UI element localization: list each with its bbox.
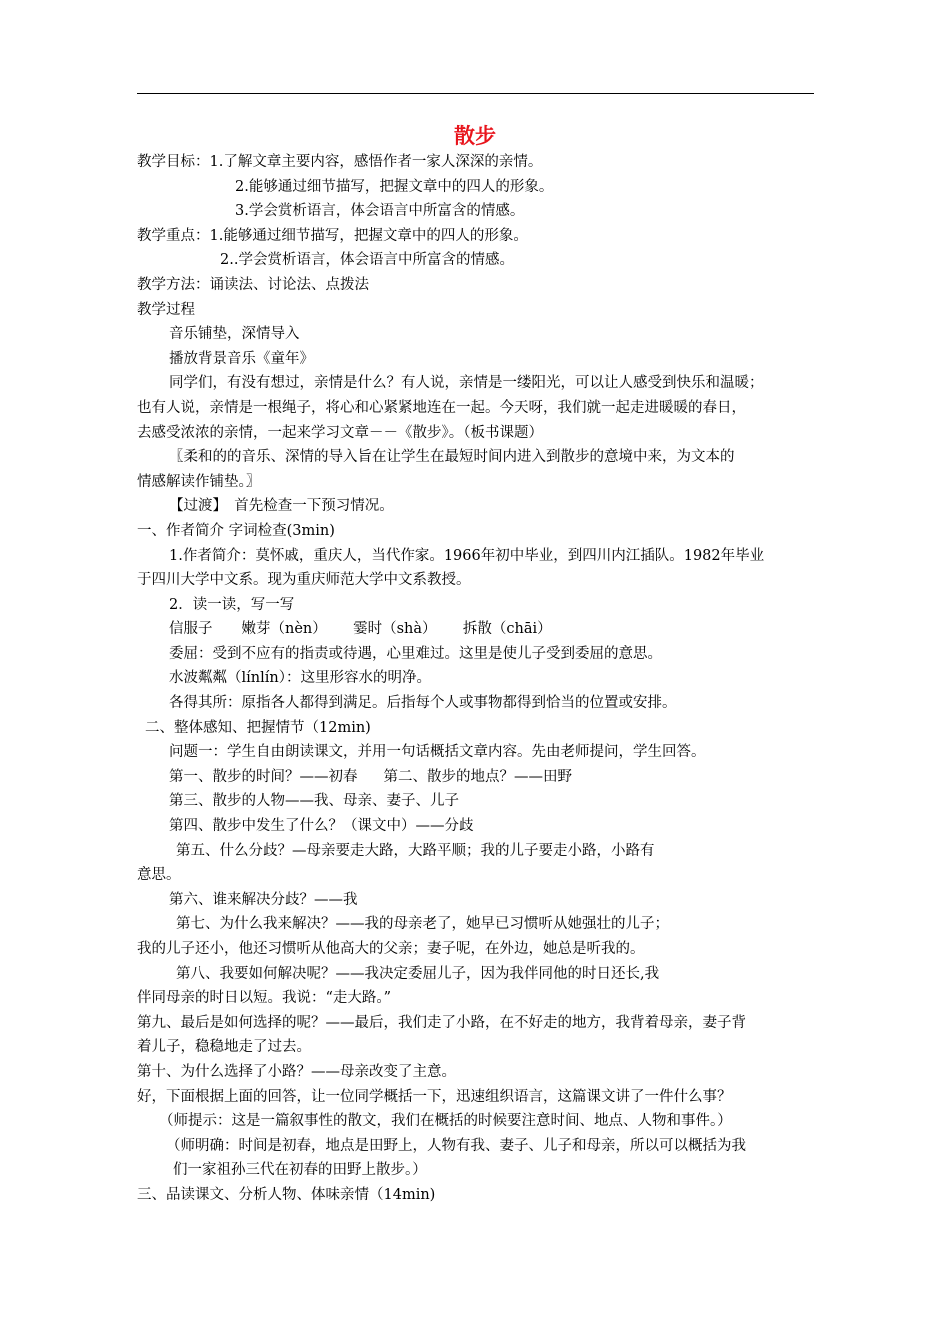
intro-paragraph-line: 也有人说，亲情是一根绳子，将心和心紧紧地连在一起。今天呀，我们就一起走进暖暖的春日， bbox=[137, 399, 746, 416]
teacher-hint: （师提示：这是一篇叙事性的散文，我们在概括的时候要注意时间、地点、人物和事件。） bbox=[159, 1113, 732, 1130]
music-intro: 音乐铺垫，深情导入 bbox=[169, 326, 300, 343]
answer-1-2 bbox=[137, 765, 827, 790]
vocab-linlin: 水波粼粼（línlín）：这里形容水的明净。 bbox=[169, 670, 431, 687]
teacher-clarify-line: 们一家祖孙三代在初春的田野上散步。） bbox=[173, 1162, 427, 1179]
answer-10: 第十、为什么选择了小路？——母亲改变了主意。 bbox=[137, 1063, 456, 1080]
play-music: 播放背景音乐《童年》 bbox=[169, 350, 314, 367]
vocab-list: 信服子 嫩芽（nèn） 霎时（shà） 拆散（chāi） bbox=[169, 621, 552, 638]
teaching-goal-1: 教学目标：1.了解文章主要内容，感悟作者一家人深深的亲情。 bbox=[137, 154, 543, 170]
author-intro-line: 1.作者简介：莫怀戚，重庆人，当代作家。1966年初中毕业，到四川内江插队。1982年毕业 bbox=[169, 547, 765, 564]
answer-5-line: 第五、什么分歧？—母亲要走大路，大路平顺；我的儿子要走小路，小路有 bbox=[176, 842, 655, 859]
answer-9-line: 第九、最后是如何选择的呢？——最后，我们走了小路，在不好走的地方，我背着母亲，妻子背 bbox=[137, 1014, 746, 1031]
answer-8-line: 伴同母亲的时日以短。我说：“走大路。” bbox=[137, 990, 392, 1007]
answer-6: 第六、谁来解决分歧？——我 bbox=[169, 891, 358, 908]
read-write-heading: 2．读一读，写一写 bbox=[169, 596, 295, 613]
answer-5-line: 意思。 bbox=[137, 867, 181, 884]
teaching-goal-3: 3.学会赏析语言，体会语言中所富含的情感。 bbox=[235, 203, 525, 220]
document-body bbox=[137, 150, 827, 1208]
teaching-focus-1: 教学重点：1.能够通过细节描写，把握文章中的四人的形象。 bbox=[137, 227, 528, 244]
section-3-heading: 三、品读课文、分析人物、体味亲情（14min) bbox=[137, 1186, 436, 1203]
design-note-line: 情感解读作铺垫。〗 bbox=[137, 473, 261, 490]
teacher-clarify-line: （师明确：时间是初春，地点是田野上，人物有我、妻子、儿子和母亲，所以可以概括为我 bbox=[166, 1137, 746, 1154]
section-1-heading: 一、作者简介 字词检查(3min) bbox=[137, 522, 335, 539]
answer-3: 第三、散步的人物——我、母亲、妻子、儿子 bbox=[169, 793, 459, 810]
design-note-line: 〖柔和的的音乐、深情的导入旨在让学生在最短时间内进入到散步的意境中来，为文本的 bbox=[169, 449, 735, 466]
answer-2: 第二、散步的地点？——田野 bbox=[383, 768, 572, 785]
header-rule bbox=[137, 93, 814, 94]
answer-7-line: 第七、为什么我来解决？——我的母亲老了，她早已习惯听从她强壮的儿子； bbox=[176, 916, 669, 933]
answer-8-line: 第八、我要如何解决呢？——我决定委屈儿子，因为我伴同他的时日还长,我 bbox=[176, 965, 660, 982]
teaching-focus-2: 2..学会赏析语言，体会语言中所富含的情感。 bbox=[220, 252, 514, 269]
summary-prompt: 好，下面根据上面的回答，让一位同学概括一下，迅速组织语言，这篇课文讲了一件什么事？ bbox=[137, 1088, 732, 1105]
answer-1: 第一、散步的时间？——初春 bbox=[169, 768, 358, 785]
teaching-method: 教学方法：诵读法、讨论法、点拨法 bbox=[137, 276, 369, 293]
answer-7-line: 我的儿子还小，他还习惯听从他高大的父亲；妻子呢，在外边，她总是听我的。 bbox=[137, 941, 645, 957]
intro-paragraph-line: 同学们，有没有想过，亲情是什么？有人说，亲情是一缕阳光，可以让人感受到快乐和温暖； bbox=[169, 375, 764, 392]
author-intro-line: 于四川大学中文系。现为重庆师范大学中文系教授。 bbox=[137, 572, 471, 589]
question-1: 问题一：学生自由朗读课文，并用一句话概括文章内容。先由老师提问，学生回答。 bbox=[169, 744, 706, 761]
teaching-goal-2: 2.能够通过细节描写，把握文章中的四人的形象。 bbox=[235, 178, 554, 195]
answer-4: 第四、散步中发生了什么？（课文中）——分歧 bbox=[169, 818, 474, 835]
vocab-weiqu: 委屈：受到不应有的指责或待遇，心里难过。这里是使儿子受到委屈的意思。 bbox=[169, 645, 662, 662]
answer-9-line: 着儿子，稳稳地走了过去。 bbox=[137, 1039, 311, 1056]
intro-paragraph-line: 去感受浓浓的亲情，一起来学习文章－－《散步》。（板书课题） bbox=[137, 424, 543, 441]
teaching-process-heading: 教学过程 bbox=[137, 301, 195, 318]
vocab-gedeqisuo: 各得其所：原指各人都得到满足。后指每个人或事物都得到恰当的位置或安排。 bbox=[169, 695, 677, 712]
section-2-heading: 二、整体感知、把握情节（12min) bbox=[145, 719, 371, 736]
document-title: 散步 bbox=[454, 123, 496, 148]
transition-line: 【过渡】 首先检查一下预习情况。 bbox=[169, 498, 394, 515]
